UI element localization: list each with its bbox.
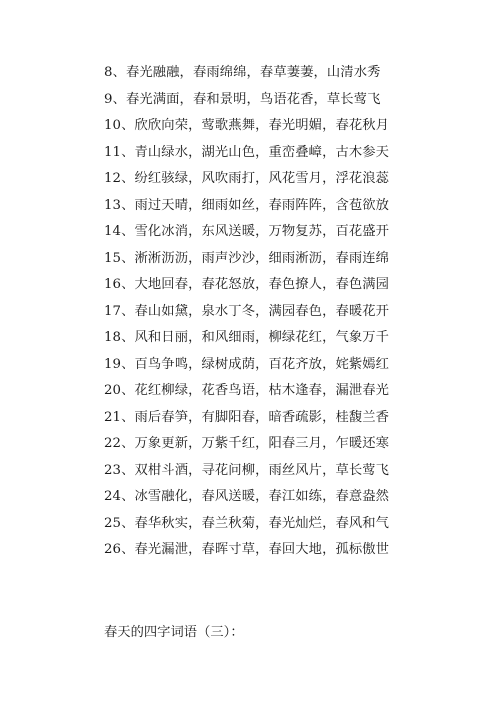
- list-item: 11、青山绿水，湖光山色，重峦叠嶂，古木参天: [104, 144, 390, 160]
- list-item: 26、春光漏泄，春晖寸草，春回大地，孤标傲世: [104, 542, 390, 557]
- list-item: 15、淅淅沥沥，雨声沙沙，细雨淅沥，春雨连绵: [104, 250, 390, 266]
- list-item: 21、雨后春笋，有脚阳春，暗香疏影，桂馥兰香: [104, 409, 390, 425]
- section-heading: 春天的四字词语（三）：: [104, 625, 244, 640]
- list-item: 25、春华秋实，春兰秋菊，春光灿烂，春风和气: [104, 515, 390, 531]
- list-item: 8、春光融融，春雨绵绵，春草萋萋，山清水秀: [104, 65, 381, 80]
- list-item: 16、大地回春，春花怒放，春色撩人，春色满园: [104, 277, 390, 292]
- list-item: 22、万象更新，万紫千红，阳春三月，乍暖还寒: [104, 436, 390, 451]
- list-item: 18、风和日丽，和风细雨，柳绿花红，气象万千: [104, 330, 390, 345]
- list-item: 12、纷红骇绿，风吹雨打，风花雪月，浮花浪蕊: [104, 171, 390, 186]
- idiom-list: [104, 60, 494, 564]
- list-item: 24、冰雪融化，春风送暖，春江如练，春意盎然: [104, 489, 390, 504]
- list-item: 20、花红柳绿，花香鸟语，枯木逢春，漏泄春光: [104, 383, 390, 398]
- list-item: 23、双柑斗酒，寻花问柳，雨丝风片，草长莺飞: [104, 462, 390, 478]
- list-item: 10、欣欣向荣，莺歌燕舞，春光明媚，春花秋月: [104, 118, 390, 133]
- list-item: 13、雨过天晴，细雨如丝，春雨阵阵，含苞欲放: [104, 197, 390, 213]
- list-item: 14、雪化冰消，东风送暖，万物复苏，百花盛开: [104, 224, 390, 239]
- list-item: 19、百鸟争鸣，绿树成荫，百花齐放，姹紫嫣红: [104, 356, 390, 372]
- list-item: 17、春山如黛，泉水丁冬，满园春色，春暖花开: [104, 303, 390, 319]
- list-item: 9、春光满面，春和景明，鸟语花香，草长莺飞: [104, 91, 381, 107]
